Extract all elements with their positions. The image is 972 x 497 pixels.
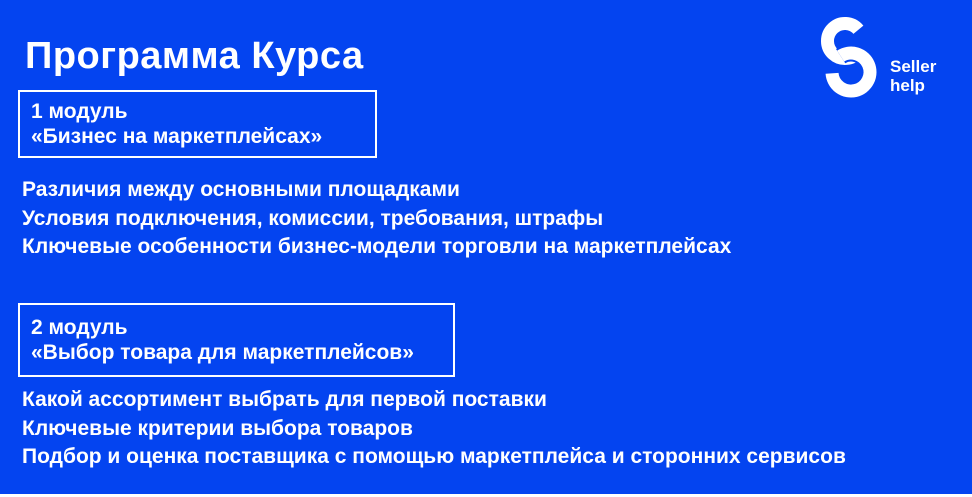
seller-help-logo: [818, 16, 968, 106]
module-1-name: «Бизнес на маркетплейсах»: [31, 125, 323, 148]
topic-line: Подбор и оценка поставщика с помощью маркетплейса и сторонних сервисов: [22, 445, 846, 468]
module-2-name: «Выбор товара для маркетплейсов»: [31, 341, 414, 364]
module-1-number: 1 модуль: [31, 100, 128, 123]
module-1-header-box: [18, 90, 377, 158]
logo-word-seller: Seller: [890, 57, 937, 76]
page-title: Программа Курса: [25, 35, 364, 78]
module-2-topics: [22, 386, 846, 472]
topic-line: Какой ассортимент выбрать для первой поставки: [22, 388, 547, 411]
seller-help-s-icon: [818, 16, 878, 102]
module-1-topics: [22, 176, 731, 262]
logo-word-help: help: [890, 76, 925, 95]
logo-wordmark: [890, 57, 936, 95]
topic-line: Условия подключения, комиссии, требования, штрафы: [22, 206, 604, 230]
topic-line: Ключевые критерии выбора товаров: [22, 416, 413, 440]
topic-line: Ключевые особенности бизнес-модели торговли на маркетплейсах: [22, 235, 732, 258]
module-2-header-box: [18, 303, 455, 377]
module-2-number: 2 модуль: [31, 316, 128, 339]
topic-line: Различия между основными площадками: [22, 178, 460, 201]
